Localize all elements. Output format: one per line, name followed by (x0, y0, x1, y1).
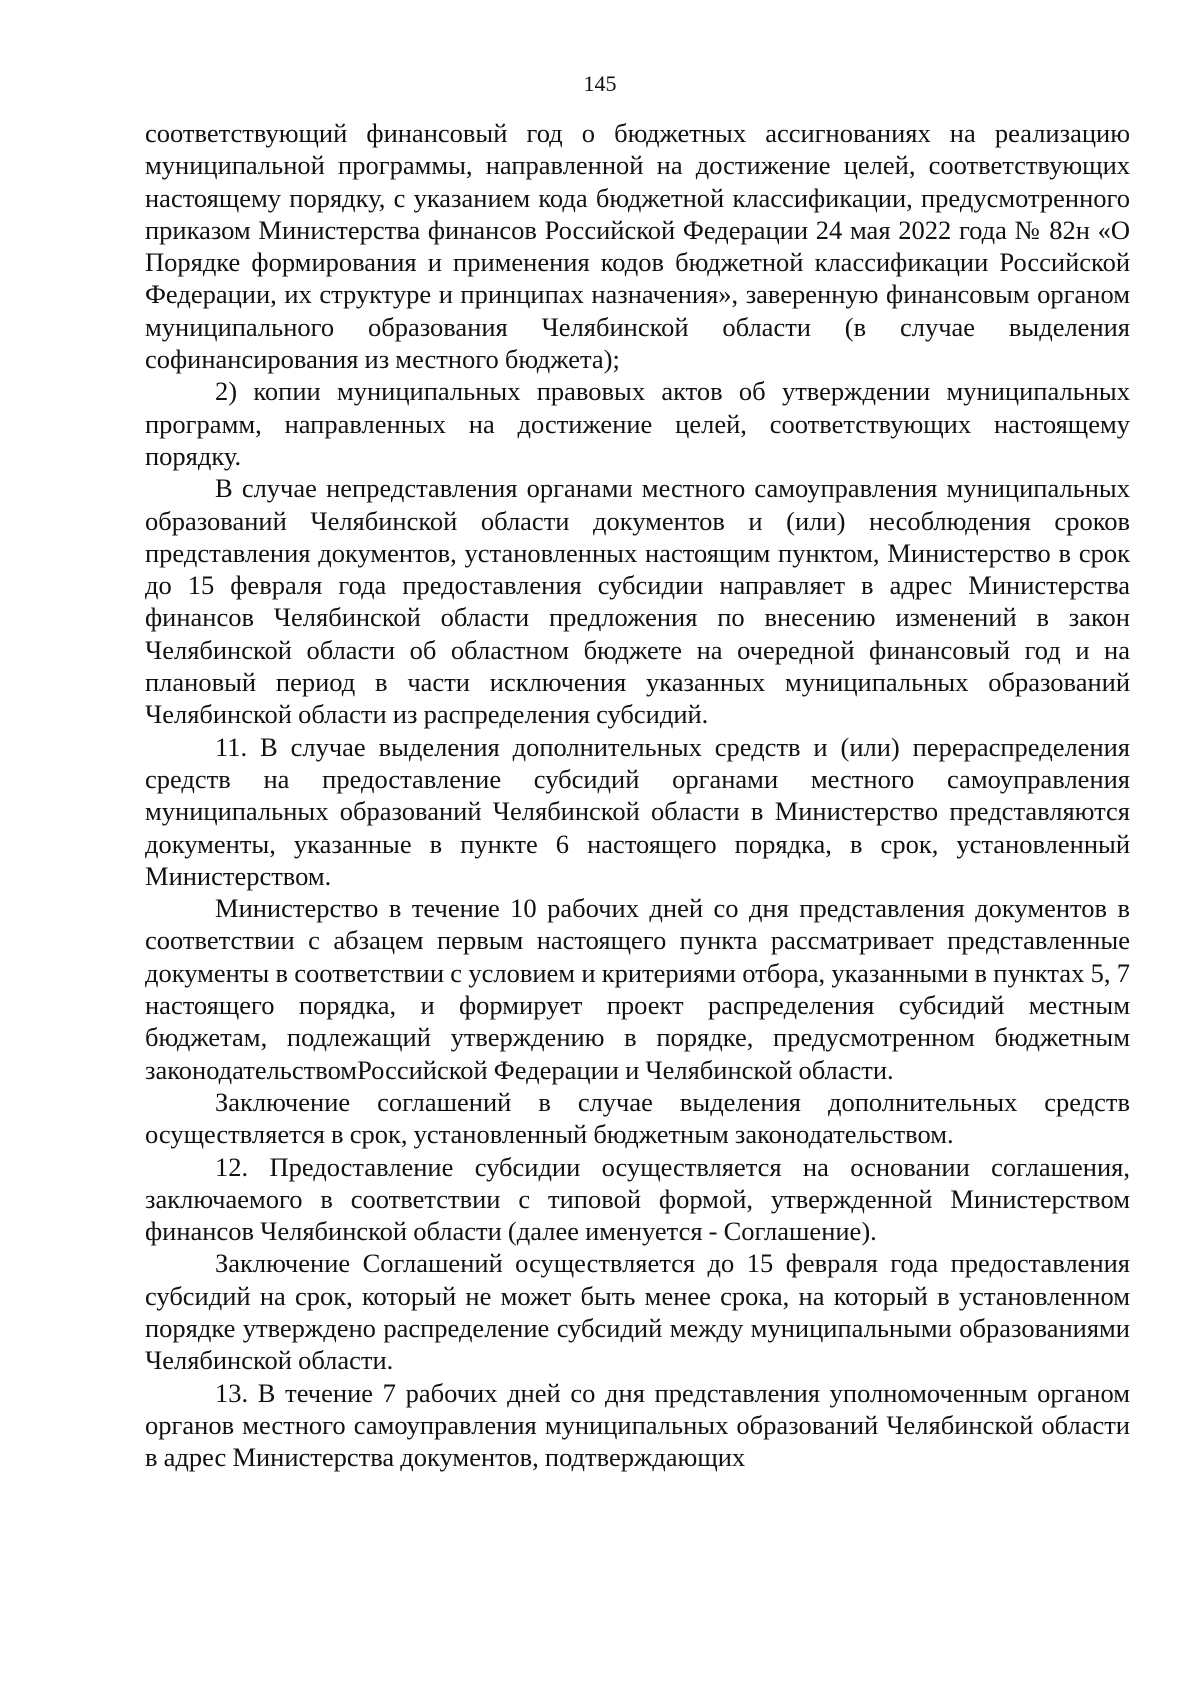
paragraph-agreements-conclusion: Заключение соглашений в случае выделения дополнительных средств осуществляется в срок, установленный бюджетным законодательством. (145, 1086, 1130, 1150)
paragraph-agreements-deadline: Заключение Соглашений осуществляется до 15 февраля года предоставления субсидий на срок, который не может быть менее срока, на который в установленном порядке утверждено распределение субсидий между муниципальными образованиями Челябинской области. (145, 1248, 1130, 1376)
document-body (145, 117, 1130, 1473)
paragraph-clause-11: 11. В случае выделения дополнительных средств и (или) перераспределения средств на предоставление субсидий органами местного самоуправления муниципальных образований Челябинской области в Министерство представляются документы, указанные в пункте 6 настоящего порядка, в срок, установленный Министерством. (145, 731, 1130, 891)
paragraph-clause-12: 12. Предоставление субсидии осуществляется на основании соглашения, заключаемого в соответствии с типовой формой, утвержденной Министерством финансов Челябинской области (далее именуется - Соглашение). (145, 1151, 1130, 1247)
paragraph-item-2: 2) копии муниципальных правовых актов об утверждении муниципальных программ, направленных на достижение целей, соответствующих настоящему порядку. (145, 376, 1130, 471)
paragraph-non-submission: В случае непредставления органами местного самоуправления муниципальных образований Челябинской области документов и (или) несоблюдения сроков представления документов, установленных настоящим пунктом, Министерство в срок до 15 февраля года предоставления субсидии направляет в адрес Министерства финансов Челябинской области предложения по внесению изменений в закон Челябинской области об областном бюджете на очередной финансовый год и на плановый период в части исключения указанных муниципальных образований Челябинской области из распределения субсидий. (145, 473, 1130, 730)
paragraph-continuation: соответствующий финансовый год о бюджетных ассигнованиях на реализацию муниципальной программы, направленной на достижение целей, соответствующих настоящему порядку, с указанием кода бюджетной классификации, предусмотренного приказом Министерства финансов Российской Федерации 24 мая 2022 года № 82н «О Порядке формирования и применения кодов бюджетной классификации Российской Федерации, их структуре и принципах назначения», заверенную финансовым органом муниципального образования Челябинской области (в случае выделения софинансирования из местного бюджета); (145, 118, 1130, 375)
paragraph-ministry-review: Министерство в течение 10 рабочих дней со дня представления документов в соответствии с абзацем первым настоящего пункта рассматривает представленные документы в соответствии с условием и критериями отбора, указанными в пунктах 5, 7 настоящего порядка, и формирует проект распределения субсидий местным бюджетам, подлежащий утверждению в порядке, предусмотренном бюджетным законодательствомРоссийской Федерации и Челябинской области. (145, 893, 1130, 1085)
page-number: 145 (583, 71, 617, 96)
paragraph-clause-13: 13. В течение 7 рабочих дней со дня представления уполномоченным органом органов местного самоуправления муниципальных образований Челябинской области в адрес Министерства документов, подтверждающих (145, 1377, 1130, 1473)
